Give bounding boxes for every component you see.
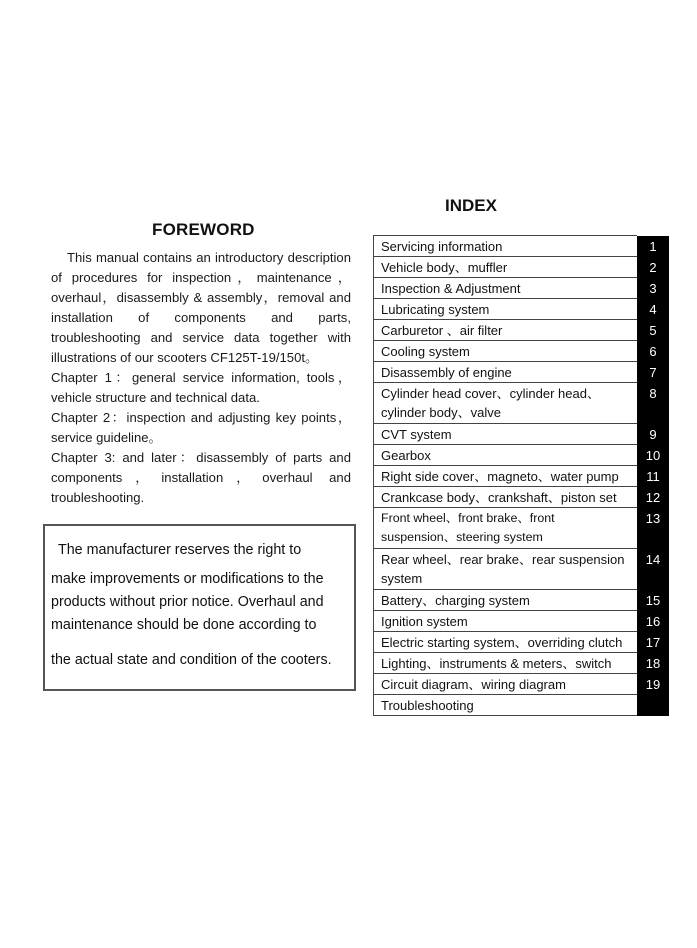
index-row[interactable] <box>374 632 670 653</box>
index-item-number: 6 <box>637 341 669 362</box>
index-item-name: Disassembly of engine <box>374 362 638 383</box>
index-item-number: 16 <box>637 611 669 632</box>
index-row[interactable] <box>374 466 670 487</box>
index-item-name: Right side cover、magneto、water pump <box>374 466 638 487</box>
foreword-paragraph-chapter-2: Chapter 2：inspection and adjusting key points，service guideline。 <box>51 410 351 445</box>
index-item-name: Battery、charging system <box>374 590 638 611</box>
index-row[interactable] <box>374 590 670 611</box>
index-item-name: Circuit diagram、wiring diagram <box>374 674 638 695</box>
index-table <box>373 235 669 716</box>
index-row[interactable] <box>374 653 670 674</box>
index-row[interactable] <box>374 236 670 257</box>
index-row[interactable] <box>374 424 670 445</box>
index-item-number: 13 <box>637 508 669 549</box>
foreword-body <box>51 248 351 508</box>
notice-line: The manufacturer reserves the right to <box>58 542 302 558</box>
index-item-number: 15 <box>637 590 669 611</box>
index-item-number: 8 <box>637 383 669 424</box>
index-row[interactable] <box>374 320 670 341</box>
index-item-number: 1 <box>637 236 669 257</box>
notice-line: make improvements or modifications to the <box>51 571 324 587</box>
index-item-name: Rear wheel、rear brake、rear suspension system <box>374 549 638 590</box>
index-item-name: Cylinder head cover、cylinder head、cylinder body、valve <box>374 383 638 424</box>
index-item-name: Front wheel、front brake、front suspension、steering system <box>374 508 638 549</box>
foreword-title: FOREWORD <box>152 220 255 239</box>
foreword-paragraph-intro: This manual contains an introductory description of procedures for inspection，maintenance，overhaul，disassembly & assembly，removal and installation of components and parts, troubleshooting and service data together with illustrations of our scooters CF125T-19/150t。 <box>51 250 351 365</box>
index-item-number: 7 <box>637 362 669 383</box>
index-row[interactable] <box>374 487 670 508</box>
index-item-number: 19 <box>637 674 669 695</box>
index-item-number: 3 <box>637 278 669 299</box>
index-item-number: 17 <box>637 632 669 653</box>
index-row[interactable] <box>374 257 670 278</box>
index-row[interactable] <box>374 508 670 549</box>
index-row[interactable] <box>374 341 670 362</box>
index-item-name: Vehicle body、muffler <box>374 257 638 278</box>
index-title: INDEX <box>445 196 497 215</box>
index-item-name: Inspection & Adjustment <box>374 278 638 299</box>
index-item-number: 11 <box>637 466 669 487</box>
index-item-name: Electric starting system、overriding clutch <box>374 632 638 653</box>
index-item-number: 5 <box>637 320 669 341</box>
notice-line: the actual state and condition of the cooters. <box>51 652 332 668</box>
index-item-number: 10 <box>637 445 669 466</box>
index-item-name: Carburetor 、air filter <box>374 320 638 341</box>
index-item-name: Crankcase body、crankshaft、piston set <box>374 487 638 508</box>
foreword-paragraph-chapter-3: Chapter 3: and later：disassembly of parts and components，installation，overhaul and troubleshooting. <box>51 450 351 505</box>
index-row[interactable] <box>374 299 670 320</box>
notice-line: maintenance should be done according to <box>51 617 317 633</box>
index-row[interactable] <box>374 695 670 716</box>
index-item-name: Cooling system <box>374 341 638 362</box>
index-row[interactable] <box>374 674 670 695</box>
index-item-number: 18 <box>637 653 669 674</box>
index-row[interactable] <box>374 611 670 632</box>
index-item-name: Servicing information <box>374 236 638 257</box>
index-item-name: CVT system <box>374 424 638 445</box>
index-item-name: Ignition system <box>374 611 638 632</box>
notice-box <box>43 524 356 691</box>
index-item-name: Lighting、instruments & meters、switch <box>374 653 638 674</box>
index-row[interactable] <box>374 383 670 424</box>
notice-text <box>51 542 351 668</box>
index-item-number <box>637 695 669 716</box>
index-row[interactable] <box>374 278 670 299</box>
index-item-number: 9 <box>637 424 669 445</box>
index-item-name: Lubricating system <box>374 299 638 320</box>
index-row[interactable] <box>374 362 670 383</box>
index-item-number: 12 <box>637 487 669 508</box>
index-item-name: Troubleshooting <box>374 695 638 716</box>
notice-line: products without prior notice. Overhaul and <box>51 594 324 610</box>
index-item-number: 4 <box>637 299 669 320</box>
index-row[interactable] <box>374 445 670 466</box>
index-row[interactable] <box>374 549 670 590</box>
foreword-paragraph-chapter-1: Chapter 1：general service information, tools，vehicle structure and technical data. <box>51 370 351 405</box>
index-item-name: Gearbox <box>374 445 638 466</box>
index-item-number: 2 <box>637 257 669 278</box>
index-item-number: 14 <box>637 549 669 590</box>
